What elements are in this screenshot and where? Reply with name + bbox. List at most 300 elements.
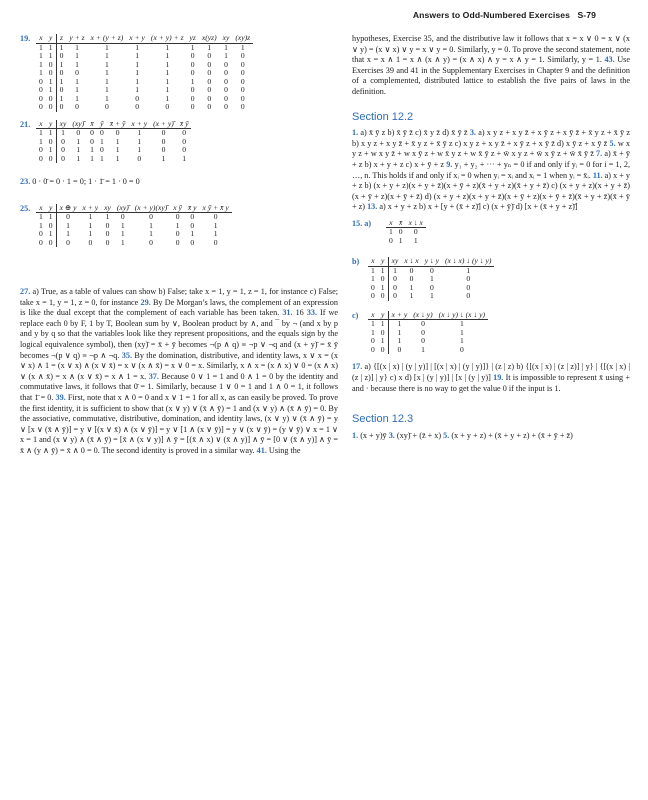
table-cell: 0: [105, 237, 110, 247]
exercise-23: [20, 177, 338, 188]
header-title: Answers to Odd-Numbered Exercises: [412, 10, 570, 20]
table-cell: 0: [39, 93, 43, 103]
table-cell: 1: [105, 68, 109, 77]
table-cell: 1: [99, 136, 104, 146]
table-row: [36, 239, 232, 248]
column-header: x̄: [396, 219, 406, 228]
table-cell: 0: [59, 68, 64, 77]
table-cell: 0: [66, 237, 70, 247]
table-row: [368, 329, 488, 338]
table-cell: 1: [165, 76, 170, 86]
table-cell: 1: [105, 51, 109, 60]
table-cell: 0: [39, 237, 43, 247]
table-cell: 0: [371, 291, 375, 301]
table-cell: 1: [46, 78, 56, 87]
table-cell: 0: [207, 102, 212, 111]
table-cell: 0: [393, 274, 397, 284]
table-cell: 1: [135, 42, 139, 52]
table-cell: 0: [137, 153, 142, 163]
table-cell: 0: [66, 212, 70, 222]
section-12-2-answers-continued: [352, 362, 630, 394]
table-cell: 1: [76, 145, 81, 154]
exercise-15a: [352, 219, 630, 246]
column-header: y: [378, 311, 388, 320]
table-cell: 0: [46, 155, 56, 164]
table-cell: 1: [459, 336, 464, 346]
table-cell: 1: [421, 344, 425, 354]
table-cell: 1: [59, 93, 64, 103]
table-cell: 1: [398, 235, 403, 245]
table-cell: 0: [182, 145, 187, 154]
table-cell: 1: [39, 136, 43, 146]
table-row: [36, 95, 253, 104]
table-cell: 1: [165, 51, 170, 60]
table-cell: 0: [61, 145, 65, 154]
column-header: x ⊕ y: [56, 204, 79, 213]
table-cell: 0: [190, 102, 195, 111]
right-column: [352, 34, 630, 445]
answer-number: 35.: [121, 350, 133, 360]
column-header: x + y: [128, 120, 150, 129]
table-cell: 1: [137, 136, 142, 146]
answer-number: 9.: [446, 159, 453, 169]
exercise-label: c): [352, 310, 359, 320]
answer-number: 5.: [443, 430, 450, 440]
table-cell: 1: [135, 51, 139, 60]
table-cell: 0: [90, 128, 94, 137]
column-header: z: [56, 34, 66, 43]
answers-27-41: [20, 287, 338, 457]
column-header: y ↓ y: [422, 257, 442, 266]
exercise-label: 15. a): [352, 218, 372, 228]
table-cell: 1: [213, 220, 218, 230]
answer-text: By the domination, distributive, and identity laws, x ∨ x = (x ∨ x) ∧ 1 = (x ∨ x) ∧ (x ∨ x̄) = x ∨ (x ∧ x̄) = x ∨ 0 = x. Similarly, x ∧ x = (x ∧ x) ∨ 0 = (x ∧ x) ∨ (x ∧ x̄) = x ∧ (x ∨ x̄) = x ∧ 1 = x.: [20, 350, 338, 381]
table-cell: 0: [190, 220, 195, 230]
table-cell: 1: [378, 337, 388, 346]
table-cell: 0: [115, 128, 120, 137]
table-cell: 0: [224, 85, 228, 94]
table-row: [386, 237, 426, 246]
table-cell: 1: [371, 274, 375, 284]
table-cell: 0: [175, 212, 180, 222]
column-header: (x + y) + z: [148, 34, 187, 43]
table-cell: 0: [378, 292, 388, 301]
table-cell: 1: [137, 145, 142, 154]
table-cell: 1: [371, 319, 375, 329]
truth-table-15a: [386, 219, 426, 246]
answer-number: 27.: [20, 287, 31, 297]
exercise-21: [20, 120, 338, 164]
column-header: x̄ y: [185, 204, 200, 213]
table-cell: 1: [39, 212, 43, 222]
table-cell: 1: [39, 42, 43, 52]
continuation-paragraph: [352, 34, 630, 98]
table-cell: 0: [224, 76, 228, 86]
table-cell: 1: [224, 42, 228, 52]
table-cell: 1: [90, 145, 94, 154]
table-cell: 0: [90, 136, 94, 146]
table-cell: 0: [99, 145, 104, 154]
table-cell: 1: [149, 220, 153, 230]
table-cell: 0: [149, 237, 153, 247]
column-header: x + y: [126, 34, 148, 43]
answer-number: 3.: [388, 430, 395, 440]
table-cell: 0: [224, 93, 228, 103]
answer-number: 29.: [140, 297, 151, 307]
column-header: x̄: [87, 120, 97, 129]
table-cell: 0: [371, 344, 375, 354]
table-cell: 1: [75, 59, 79, 69]
table-cell: 0: [207, 76, 212, 86]
table-cell: 0: [182, 128, 187, 137]
left-column: [20, 34, 338, 461]
table-cell: 0: [46, 222, 56, 231]
column-header: xy: [388, 257, 401, 266]
table-cell: 1: [378, 266, 388, 275]
column-header: (x ↓ y): [410, 311, 435, 320]
table-cell: 0: [389, 235, 393, 245]
answer-text: a) x + y + z b) x + [y + (x̄ + z)̄] c) (x + ȳ)̄ d) [x + (x̄ + y + z)̄]: [377, 202, 578, 212]
table-cell: 1: [105, 85, 109, 94]
table-cell: 0: [207, 51, 212, 60]
truth-table-19: [36, 34, 253, 112]
column-header: x + (y + z): [88, 34, 127, 43]
table-cell: 0: [190, 237, 195, 247]
table-cell: 1: [397, 336, 402, 346]
table-cell: 1: [105, 76, 109, 86]
table-cell: 1: [135, 85, 139, 94]
table-cell: 1: [161, 153, 166, 163]
column-header: x ↓ x: [406, 219, 426, 228]
table-cell: 0: [39, 145, 43, 154]
column-header: ȳ: [97, 120, 107, 129]
answer-text: y₁ + y₂ + ··· + yₙ = 0 if and only if yᵢ = 0 for i = 1, 2, …, n. This holds if and only if xᵢ = 0 when yᵢ = xᵢ and xᵢ = 1 when yᵢ = x̄ᵢ.: [352, 159, 630, 180]
table-cell: 1: [393, 265, 397, 275]
table-cell: 0: [371, 336, 375, 346]
table-cell: 0: [46, 239, 56, 248]
table-cell: 0: [459, 344, 464, 354]
table-row: [36, 61, 253, 70]
table-cell: 1: [46, 146, 56, 155]
table-cell: 0: [378, 346, 388, 355]
table-cell: 1: [75, 76, 79, 86]
table-cell: 0: [190, 93, 195, 103]
table-cell: 1: [46, 213, 56, 222]
page-header: [413, 10, 596, 20]
table-cell: 0: [429, 282, 434, 292]
table-cell: 1: [207, 42, 212, 52]
answer-text: a) True, as a table of values can show b) False; take x = 1, y = 1, z = 1, for instance c) False; take x = 1, y = 1, z = 0, for instance: [20, 287, 338, 307]
table-cell: 0: [161, 128, 166, 137]
table-cell: 1: [120, 229, 125, 239]
column-header: x̄ + ȳ: [107, 120, 129, 129]
table-cell: 1: [115, 145, 120, 154]
answer-number: 39.: [55, 393, 66, 403]
truth-table-25: [36, 204, 232, 248]
answer-number: 13.: [367, 202, 378, 212]
table-cell: 0: [46, 95, 56, 104]
table-cell: 1: [135, 76, 139, 86]
column-header: y: [378, 257, 388, 266]
exercise-15c: [352, 311, 630, 355]
table-cell: 0: [165, 102, 170, 111]
answer-text: Because 0 ∨ 1 = 1 and 0 ∧ 1 = 0 by the identity and commutative laws, it follows that 0̄ = 1. Similarly, because 1 ∨ 0 = 1 and 1 ∧ 0 = 1, it follows that 1̄ = 0.: [20, 371, 338, 403]
answer-number: 5.: [609, 138, 616, 148]
table-cell: 0: [393, 282, 397, 292]
answer-text: 16: [292, 308, 307, 318]
table-cell: 0: [413, 227, 418, 237]
table-row: [36, 103, 253, 112]
table-row: [36, 69, 253, 78]
table-cell: 1: [90, 153, 94, 163]
answer-number: 17.: [352, 362, 363, 372]
table-cell: 0: [240, 76, 245, 86]
table-cell: 0: [371, 282, 375, 292]
table-cell: 0: [378, 329, 388, 338]
table-cell: 0: [190, 51, 195, 60]
table-cell: 1: [88, 212, 93, 222]
truth-table-21: [36, 120, 191, 164]
table-cell: 1: [409, 291, 414, 301]
table-row: [36, 155, 191, 164]
table-cell: 1: [389, 227, 393, 237]
answer-text: (xy)̄ + (z̄ + x): [394, 430, 444, 440]
table-row: [368, 320, 488, 329]
section-12-2-title: Section 12.2: [352, 110, 414, 123]
table-cell: 1: [61, 128, 65, 137]
column-header: x̄ ȳ: [177, 120, 192, 129]
table-row: [36, 86, 253, 95]
table-cell: 0: [46, 61, 56, 70]
answer-text: If we replace each 0 by F, 1 by T, Boolean sum by ∨, Boolean product by ∧, and ¯ by ¬ (and x by p and y by q so that the variables look like they represent propositions, and the equals sign by the logical equivalence symbol), then (xy)̄ = x̄ + ȳ becomes ¬(p ∧ q) ≡ ¬p ∨ ¬q and (x + y)̄ = x̄ ȳ becomes ¬(p ∨ q) ≡ ¬p ∧ ¬q.: [20, 308, 339, 360]
table-cell: 1: [429, 291, 434, 301]
table-row: [368, 292, 494, 301]
table-cell: 0: [240, 51, 245, 60]
answer-text: Using the: [266, 446, 301, 455]
table-cell: 1: [378, 284, 388, 293]
column-header: (x + y)(xy)̄: [132, 204, 171, 213]
table-cell: 0: [39, 76, 43, 86]
table-cell: 1: [165, 59, 170, 69]
column-header: x: [368, 311, 378, 320]
column-header: x: [36, 34, 46, 43]
answer-text: (x + y)ȳ: [358, 430, 389, 440]
intro-text: hypotheses, Exercise 35, and the distributive law it follows that x = x ∨ 0 = x ∨ (x ∨ y) = (x ∨ x) ∨ y = x ∨ y = 0. Similarly, y = 0. To prove the second statement, note that x = x ∧ 1 = x ∧ (x ∧ y) = (x ∧ x) ∧ y = x ∧ y = 1. Similarly, y = 1.: [352, 34, 630, 65]
table-cell: 1: [371, 265, 375, 275]
table-cell: 1: [75, 85, 79, 94]
table-cell: 0: [378, 275, 388, 284]
column-header: x: [386, 219, 396, 228]
column-header: (x ↓ y) ↓ (x ↓ y): [436, 311, 488, 320]
table-cell: 0: [161, 136, 166, 146]
answer-text: It is impossible to represent x̄ using + and · because there is no way to get the value 0 if the input is 1.: [352, 373, 630, 393]
answer-number: 33.: [306, 308, 317, 318]
table-cell: 1: [137, 128, 142, 137]
answer-text: a) {[(x | x) | (y | y)] | [(x | x) | (y | y)]} | (z | z) b) {[(x | x) | (z | z)] | y} | {[(x | x) | (z | z)] | y} c) x d) [x | (y | y)] | [x | (y | y)]: [352, 362, 630, 382]
table-cell: 1: [46, 52, 56, 61]
table-cell: 0: [466, 274, 471, 284]
table-cell: 1: [409, 282, 414, 292]
column-header: xy: [101, 204, 114, 213]
table-cell: 0: [75, 68, 79, 77]
column-header: y: [46, 120, 56, 129]
column-header: x ȳ + x̄ y: [200, 204, 232, 213]
table-cell: 0: [182, 136, 187, 146]
table-cell: 1: [39, 51, 43, 60]
table-cell: 0: [240, 59, 245, 69]
table-cell: 1: [75, 51, 79, 60]
table-cell: 0: [397, 344, 402, 354]
table-cell: 0: [240, 85, 245, 94]
table-cell: 1: [165, 42, 170, 52]
table-cell: 0: [190, 68, 195, 77]
column-header: (xy)̄: [114, 204, 132, 213]
answer-number: 43.: [604, 55, 615, 65]
truth-table-15c: [368, 311, 488, 355]
table-cell: 1: [75, 93, 79, 103]
table-cell: 1: [190, 229, 195, 239]
table-row: [36, 78, 253, 87]
table-cell: 0: [88, 237, 93, 247]
table-cell: 0: [240, 93, 245, 103]
answer-text: a) x̄ + ȳ + z b) x + y + z c) x + ȳ + z: [352, 149, 630, 169]
table-cell: 0: [46, 69, 56, 78]
answer-text: a) x̄ ȳ z b) x̄ ȳ z̄ c) x̄ y z̄ d) x̄ ȳ z̄: [358, 128, 470, 138]
answer-number: 1.: [352, 128, 359, 138]
section-12-3-answers: [352, 431, 630, 442]
table-cell: 0: [207, 59, 212, 69]
table-cell: 0: [135, 93, 139, 103]
answer-number: 31.: [282, 308, 293, 318]
column-header: x ȳ: [170, 204, 185, 213]
table-cell: 1: [429, 274, 434, 284]
table-cell: 1: [135, 59, 139, 69]
table-cell: 1: [240, 42, 245, 52]
table-cell: 0: [135, 102, 139, 111]
table-cell: 0: [105, 220, 110, 230]
table-cell: 0: [105, 102, 109, 111]
answer-number: 37.: [148, 371, 159, 381]
table-cell: 0: [224, 102, 228, 111]
answer-number: 7.: [596, 149, 603, 159]
table-cell: 1: [165, 85, 170, 94]
table-cell: 1: [39, 220, 43, 230]
table-cell: 0: [120, 212, 125, 222]
table-cell: 0: [59, 102, 64, 111]
table-row: [36, 129, 191, 138]
table-cell: 1: [99, 153, 104, 163]
column-header: (xy)z: [232, 34, 253, 43]
table-cell: 1: [224, 51, 228, 60]
answer-number: 11.: [592, 170, 603, 180]
table-cell: 1: [66, 220, 70, 230]
table-cell: 0: [75, 102, 79, 111]
answer-text: By De Morgan’s laws, the complement of an expression is like the dual except that the complement of each variable has been taken.: [20, 297, 338, 318]
page-number: S-79: [577, 10, 596, 20]
table-cell: 1: [165, 68, 170, 77]
table-cell: 1: [105, 212, 110, 222]
table-cell: 0: [207, 93, 212, 103]
table-cell: 0: [421, 336, 425, 346]
table-cell: 1: [213, 229, 218, 239]
section-12-2-answers: [352, 128, 630, 213]
table-cell: 1: [371, 327, 375, 337]
table-cell: 1: [59, 59, 64, 69]
table-cell: 1: [76, 136, 81, 146]
table-cell: 1: [115, 136, 120, 146]
column-header: xy: [220, 34, 233, 43]
table-row: [368, 346, 488, 355]
table-cell: 1: [105, 93, 109, 103]
column-header: x: [368, 257, 378, 266]
column-header: x ↓ x: [401, 257, 421, 266]
table-cell: 1: [120, 220, 125, 230]
table-cell: 1: [46, 129, 56, 138]
table-cell: 0: [46, 103, 56, 112]
table-cell: 1: [59, 76, 64, 86]
table-cell: 0: [421, 327, 425, 337]
column-header: x + y: [80, 204, 102, 213]
table-cell: 0: [398, 227, 403, 237]
answer-number: 41.: [256, 446, 267, 455]
intro-tail: Use Exercises 39 and 41 in the Supplementary Exercises in Chapter 9 and the definition of a complemented, distributed lattice to establish the five pairs of laws in the definition.: [352, 55, 630, 96]
table-cell: 1: [149, 229, 153, 239]
table-cell: 1: [413, 235, 418, 245]
answer-number: 19.: [493, 373, 504, 382]
column-header: y: [46, 34, 56, 43]
table-cell: 0: [240, 102, 245, 111]
exercise-25: [20, 204, 338, 248]
table-row: [36, 138, 191, 147]
truth-table-15b: [368, 257, 494, 301]
column-header: x: [36, 120, 46, 129]
table-cell: 1: [135, 68, 139, 77]
table-cell: 0: [207, 85, 212, 94]
table-cell: 0: [76, 128, 81, 137]
table-cell: 1: [105, 59, 109, 69]
table-cell: 1: [378, 320, 388, 329]
table-cell: 0: [105, 229, 110, 239]
table-cell: 0: [421, 319, 425, 329]
table-cell: 0: [39, 153, 43, 163]
answer-text: a) x y z + x y z̄ + x ȳ z + x ȳ z̄ + x̄ y z + x̄ ȳ z b) x y z + x y z̄ + x̄ y z + x̄ ȳ z c) x y z + x y z̄ + x ȳ z + x ȳ z̄ d) x ȳ z + x ȳ z̄: [352, 128, 630, 148]
table-cell: 0: [409, 274, 414, 284]
column-header: (xy)̄: [69, 120, 87, 129]
table-cell: 0: [240, 68, 245, 77]
table-cell: 0: [207, 68, 212, 77]
table-cell: 1: [190, 42, 195, 52]
table-cell: 1: [165, 93, 170, 103]
column-header: x: [36, 204, 46, 213]
column-header: x + y: [388, 311, 410, 320]
exercise-23-text: 0 · 0̄ = 0 · 1 = 0; 1 · 1̄ = 1 · 0 = 0: [32, 177, 140, 186]
table-cell: 1: [466, 265, 471, 275]
answer-text: First, note that x ∧ 0 = 0 and x ∨ 1 = 1 for all x, as can easily be proved. To prove the first identity, it is sufficient to show that (x ∨ y) ∨ (x̄ ∧ ȳ) = 1 and (x ∨ y) ∧ (x̄ ∧ ȳ) = 0. By the associative, commutative, distributive, domination, and identity laws, (x ∨ y) ∨ (x̄ ∧ ȳ) = y ∨ [x ∨ (x̄ ∧ ȳ)] = y ∨ [(x ∨ x̄) ∧ (x ∨ ȳ)] = y ∨ [1 ∧ (x ∨ ȳ)] = y ∨ (x ∨ ȳ) = (y ∨ ȳ) ∨ x = 1 ∨ x = 1 and (x ∨ y) ∧ (x̄ ∧ ȳ) = [x̄ ∧ (x ∨ y)] ∧ ȳ = [(x̄ ∧ x) ∨ (x̄ ∧ y)] ∧ ȳ = [0 ∨ (x̄ ∧ y)] ∧ ȳ = x̄ ∧ (y ∧ ȳ) = x̄ ∧ 0 = 0. The second identity is proved in a similar way.: [20, 393, 338, 455]
exercise-label: 23.: [20, 177, 31, 186]
table-cell: 1: [39, 68, 43, 77]
table-cell: 0: [466, 291, 471, 301]
table-cell: 1: [88, 229, 93, 239]
table-cell: 0: [149, 212, 153, 222]
table-cell: 0: [39, 85, 43, 94]
table-cell: 1: [66, 229, 70, 239]
column-header: y: [46, 204, 56, 213]
table-cell: 1: [397, 319, 402, 329]
table-cell: 1: [75, 42, 79, 52]
table-cell: 1: [459, 327, 464, 337]
table-cell: 0: [61, 136, 65, 146]
table-cell: 1: [120, 237, 125, 247]
